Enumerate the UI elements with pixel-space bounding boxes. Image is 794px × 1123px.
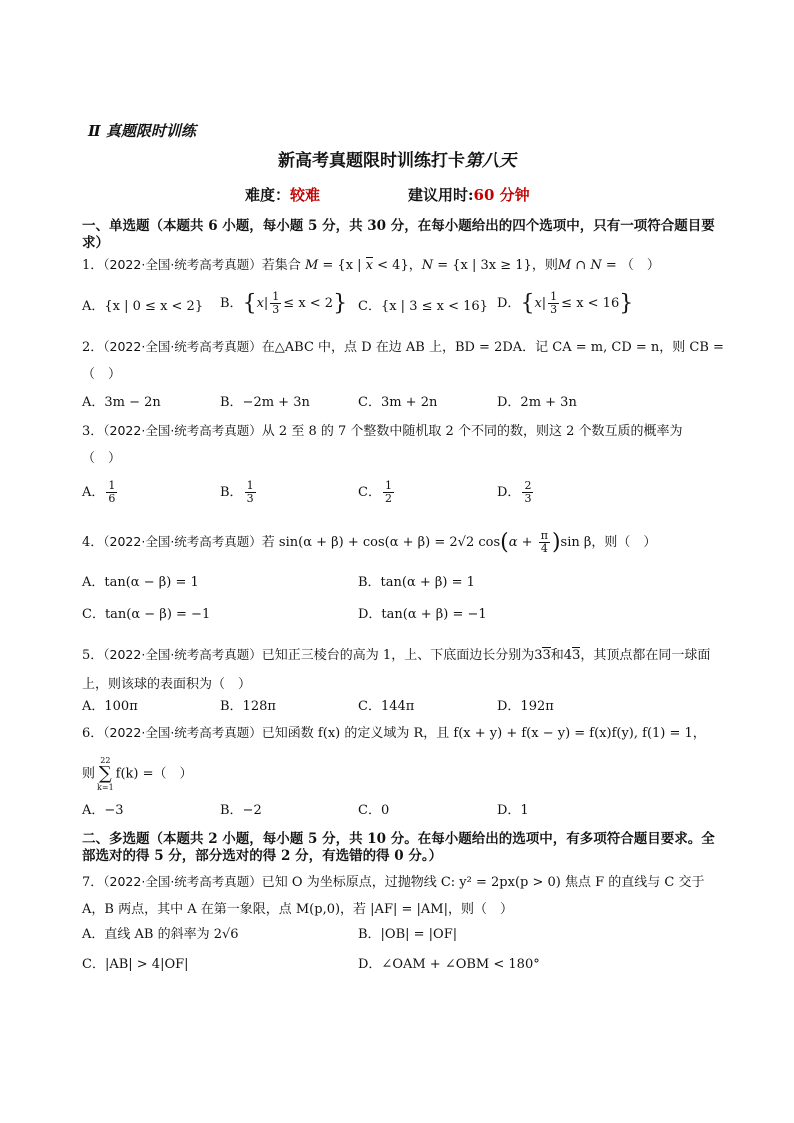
q2-text: 在△ABC 中，点 D 在边 AB 上，BD = 2DA．记 CA = m, CD = n，则 CB =	[261, 340, 724, 355]
q6-text-c: f(k) =（ ）	[115, 766, 193, 782]
q4-number: 4．	[82, 535, 104, 550]
q2-option-c: C．3m + 2n	[358, 395, 438, 410]
section-tag: Ⅱ 真题限时训练	[88, 122, 196, 140]
q7-text: 已知 O 为坐标原点，过抛物线 C: y² = 2px(p > 0) 焦点 F 的直线与 C 交于 A，B 两点，其中 A 在第一象限，点 M(p,0)，若 |AF| = |AM|，则（ ）	[82, 875, 705, 917]
q7-number: 7．	[82, 875, 104, 890]
q1-text-a: 若集合	[261, 258, 301, 273]
question-4: 4．（2022·全国·统考高考真题）若 sin(α + β) + cos(α + β) = 2√2 cos(α + $\frac{\pi}{4}$ )sin β，则（ ）	[82, 529, 657, 555]
q5-option-c: C．144π	[358, 699, 415, 714]
section-single-heading: 一、单选题（本题共 6 小题，每小题 5 分，共 30 分，在每小题给出的四个选项中，只有一项符合题目要求）	[82, 218, 715, 251]
q3-option-c: C． $\frac{1}{2}$	[358, 479, 392, 505]
q1-option-c: C．{x | 3 ≤ x < 16}	[358, 299, 488, 314]
q3-paren: （ ）	[82, 451, 122, 466]
difficulty-value: 较难	[290, 186, 321, 204]
q6-option-a: A．−3	[82, 803, 124, 818]
q5-number: 5．	[82, 648, 104, 663]
q2-option-b: B．−2m + 3n	[220, 395, 310, 410]
question-6	[82, 724, 727, 742]
difficulty-label: 难度：	[245, 186, 291, 204]
q7-option-c: C．|AB| > 4|OF|	[82, 957, 189, 972]
q6-text-b: 则	[82, 766, 96, 782]
sum-symbol: 22 ∑ k=1	[97, 756, 114, 792]
q5-option-b: B．128π	[220, 699, 276, 714]
q2-number: 2．	[82, 340, 104, 355]
q6-line-2	[82, 756, 722, 792]
q5-option-a: A．100π	[82, 699, 138, 714]
q7-option-d: D．∠OAM + ∠OBM < 180°	[358, 957, 540, 972]
q1-set-m: M	[304, 258, 319, 273]
q5-text-a: 已知正三棱台的高为 1，上、下底面边长分别为	[261, 648, 535, 663]
question-5: 5．（2022·全国·统考高考真题）已知正三棱台的高为 1，上、下底面边长分别为33和43，其顶点都在同一球面上，则该球的表面积为（ ）	[82, 647, 711, 692]
q4-option-c: C．tan(α − β) = −1	[82, 607, 211, 622]
q5-option-d: D．192π	[497, 699, 554, 714]
q4-source: （2022·全国·统考高考真题）	[103, 534, 262, 549]
q6-option-b: B．−2	[220, 803, 262, 818]
q2-paren: （ ）	[82, 367, 122, 382]
q6-text-a: 已知函数 f(x) 的定义域为 R，且 f(x + y) + f(x − y) = f(x)f(y), f(1) = 1，	[261, 726, 706, 741]
q2-option-a: A．3m − 2n	[82, 395, 161, 410]
q2-option-d: D．2m + 3n	[497, 395, 577, 410]
q3-option-b: B． $\frac{1}{3}$	[220, 479, 254, 505]
q5-text-c: ，其顶点都在同一球面上，则该球的表面积为（ ）	[82, 648, 711, 692]
q1-number: 1．	[82, 258, 104, 273]
q3-text: 从 2 至 8 的 7 个整数中随机取 2 个不同的数，则这 2 个数互质的概率为	[261, 424, 683, 439]
question-1: 1．（2022·全国·统考高考真题）若集合 M = {x | x < 4}，N = {x | 3x ≥ 1}，则M ∩ N = （ ）	[82, 257, 660, 273]
question-2	[82, 338, 727, 356]
q4-text-a: 若 sin(α + β) + cos(α + β) = 2√2 cos	[261, 535, 501, 550]
q6-option-d: D．1	[497, 803, 529, 818]
question-7	[82, 868, 727, 923]
difficulty	[245, 184, 320, 205]
title-day: 第八天	[465, 151, 516, 171]
q7-option-b: B．|OB| = |OF|	[358, 927, 458, 942]
q7-option-a: A．直线 AB 的斜率为 2√6	[82, 927, 239, 942]
q4-option-a: A．tan(α − β) = 1	[82, 575, 199, 590]
q1-source: （2022·全国·统考高考真题）	[103, 257, 262, 272]
q1-option-a: A．{x | 0 ≤ x < 2}	[82, 299, 204, 314]
q6-option-c: C．0	[358, 803, 390, 818]
q3-source: （2022·全国·统考高考真题）	[103, 423, 262, 438]
q4-option-b: B．tan(α + β) = 1	[358, 575, 475, 590]
q5-text-b: 和	[550, 648, 564, 663]
q1-text-c: （ ）	[620, 258, 660, 273]
q6-source: （2022·全国·统考高考真题）	[103, 725, 262, 740]
suggested-time	[408, 184, 530, 205]
time-value: 60 分钟	[473, 186, 530, 204]
time-label: 建议用时:	[408, 186, 474, 204]
q2-source: （2022·全国·统考高考真题）	[103, 339, 262, 354]
section-multi-heading: 二、多选题（本题共 2 小题，每小题 5 分，共 10 分。在每小题给出的选项中，有多项符合题目要求。全部选对的得 5 分，部分选对的得 2 分，有选错的得 0 分。）	[82, 831, 715, 864]
question-3	[82, 422, 727, 440]
page-title	[0, 146, 794, 171]
q4-option-d: D．tan(α + β) = −1	[358, 607, 487, 622]
q5-source: （2022·全国·统考高考真题）	[103, 647, 262, 662]
q1-option-b: B．{x| $\frac{1}{3}$ ≤ x < 2}	[220, 290, 348, 316]
q3-number: 3．	[82, 424, 104, 439]
q3-option-d: D． $\frac{2}{3}$	[497, 479, 532, 505]
q7-source: （2022·全国·统考高考真题）	[103, 874, 262, 889]
q4-text-b: sin β，则（ ）	[560, 535, 657, 550]
title-main: 新高考真题限时训练打卡	[278, 151, 465, 171]
q1-text-b: ，则	[531, 258, 558, 273]
q6-number: 6．	[82, 726, 104, 741]
q3-option-a: A． $\frac{1}{6}$	[82, 479, 116, 505]
q1-option-d: D．{x| $\frac{1}{3}$ ≤ x < 16}	[497, 290, 634, 316]
